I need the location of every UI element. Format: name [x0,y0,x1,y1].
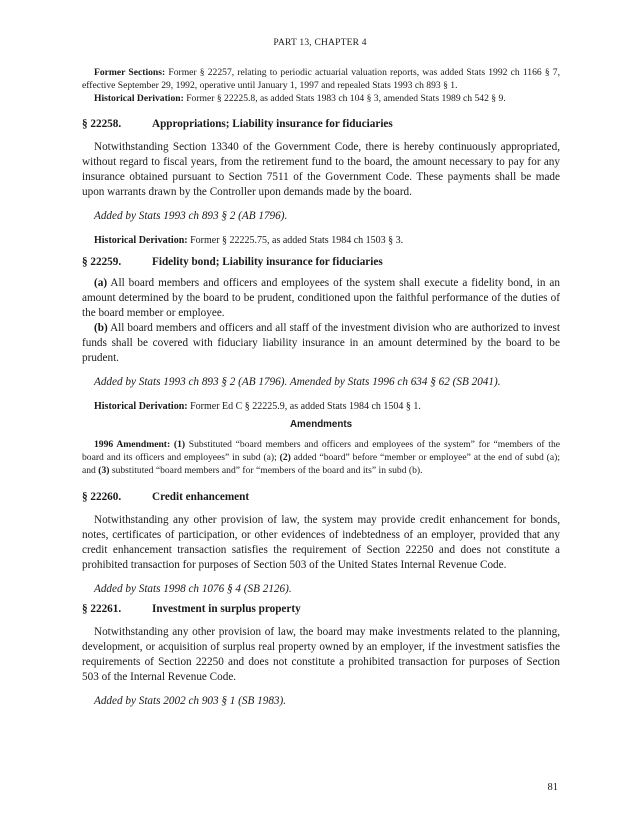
added-note: Added by Stats 2002 ch 903 § 1 (SB 1983). [94,695,287,707]
historical-derivation-label: Historical Derivation: [94,401,188,412]
section-22261 [82,603,560,707]
added-note: Added by Stats 1993 ch 893 § 2 (AB 1796). [94,210,288,222]
section-number: § 22258. [82,118,122,130]
section-number: § 22260. [82,491,122,503]
section-heading [82,256,560,268]
subdivision-a-label: (a) [94,277,108,289]
section-title: Appropriations; Liability insurance for fiduciaries [152,118,393,130]
section-heading [82,118,560,130]
section-number: § 22259. [82,256,122,268]
page-number: 81 [547,782,558,793]
amendment-point-1-label: (1) [173,439,186,450]
former-sections-text: Former § 22257, relating to periodic actuarial valuation reports, was added Stats 1992 ch 1166 § 7, effective September 29, 1992, operative until January 1, 1997 and repealed Stats 1993 ch 893 § 1. [82,67,560,91]
section-number: § 22261. [82,603,122,615]
subdivision-b-label: (b) [94,322,108,334]
amendments-heading: Amendments [289,419,353,430]
section-title: Investment in surplus property [152,603,301,615]
historical-derivation-label: Historical Derivation: [94,235,188,246]
amendment-point-3-label: (3) [98,465,110,476]
section-heading [82,603,560,615]
section-heading [82,491,560,503]
historical-derivation-text: Former § 22225.8, as added Stats 1983 ch 104 § 3, amended Stats 1989 ch 542 § 9. [186,93,506,104]
subdivision-a-text: All board members and officers and employees of the system shall execute a fidelity bond, in an amount determined by the board to be prudent, conditioned upon the faithful performance of the duties of the board member or employee. [82,277,560,319]
running-header: PART 13, CHAPTER 4 [273,38,367,48]
section-title: Credit enhancement [152,491,250,503]
subdivision-a [82,276,560,321]
subdivision-b [82,321,560,366]
amendments-block [82,419,560,477]
historical-derivation-text: Former § 22225.75, as added Stats 1984 ch 1503 § 3. [190,235,404,246]
added-note: Added by Stats 1998 ch 1076 § 4 (SB 2126). [94,583,292,595]
amendment-point-2: added “board” before “member or employee” at the end of subd (a); and [82,452,560,476]
subdivision-b-text: All board members and officers and all staff of the investment division who are authorized to invest funds shall be covered with fiduciary liability insurance in an amount determined by the board to be prudent. [82,322,560,364]
section-title: Fidelity bond; Liability insurance for fiduciaries [152,256,383,268]
former-sections-label: Former Sections: [94,67,166,78]
section-22260 [82,491,560,595]
amendment-label: 1996 Amendment: [94,439,171,450]
amendment-point-1: Substituted “board members and officers and employees of the system” for “members of the board and its officers and employees” in subd (a); [82,439,561,463]
former-sections-note [82,66,560,105]
amendment-point-2-label: (2) [279,452,291,463]
section-body: Notwithstanding Section 13340 of the Government Code, there is hereby continuously appropriated, without regard to fiscal years, from the retirement fund to the board, the amount necessary to pay for any insurance obtained pursuant to Section 7511 of the Government Code. These payments shall be made upon warrants drawn by the Controller upon demands made by the board. [82,141,560,198]
amendment-point-3: substituted “board members and” for “members of the board and its” in subd (b). [111,465,423,476]
section-body: Notwithstanding any other provision of law, the board may make investments related to the planning, development, or acquisition of surplus real property owned by an employer, if the investment satisfies the requirements of Section 22250 and does not constitute a prohibited transaction for purposes of Section 503 of the Internal Revenue Code. [82,626,560,683]
added-note: Added by Stats 1993 ch 893 § 2 (AB 1796). Amended by Stats 1996 ch 634 § 62 (SB 2041). [94,376,501,388]
section-22258 [82,118,560,247]
section-22259 [82,256,560,413]
section-body: Notwithstanding any other provision of law, the system may provide credit enhancement for bonds, notes, certificates of participation, or other evidences of indebtedness of an employer, provided that any credit enhancement transaction satisfies the requirement of Section 22250 and does not constitute a prohibited transaction for purposes of Section 503 of the United States Internal Revenue Code. [82,514,560,571]
historical-derivation-label: Historical Derivation: [94,93,184,104]
historical-derivation-text: Former Ed C § 22225.9, as added Stats 1984 ch 1504 § 1. [190,401,421,412]
